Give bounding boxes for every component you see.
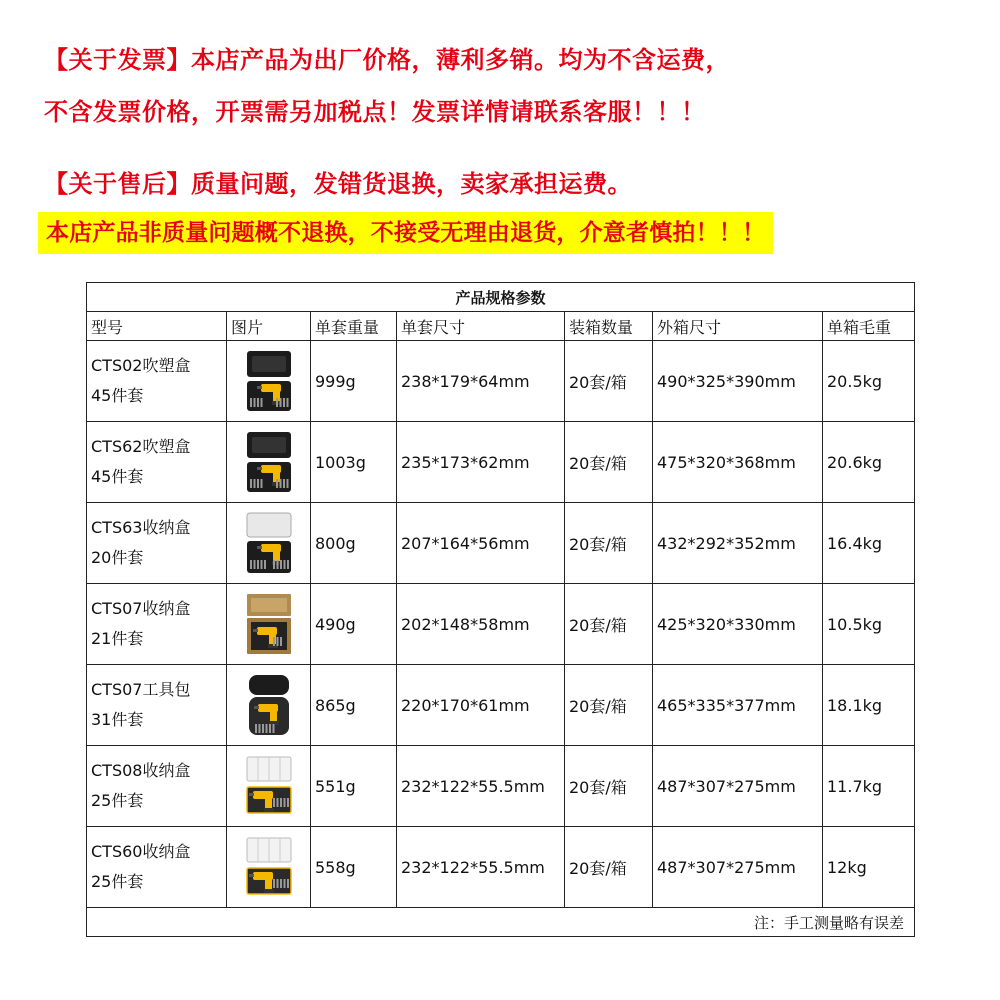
table-row [87,665,915,746]
unit-size-cell: 202*148*58mm [397,584,565,665]
product-image [243,857,295,876]
model-name: CTS02吹塑盒 [91,356,191,375]
unit-weight-cell: 1003g [311,422,397,503]
unit-weight-cell: 999g [311,341,397,422]
gross-weight-cell: 18.1kg [823,665,915,746]
model-cell [87,422,227,503]
product-image-cell [227,665,311,746]
product-image-cell [227,341,311,422]
measurement-note: 注：手工测量略有误差 [87,908,915,937]
carton-qty-cell: 20套/箱 [565,584,653,665]
column-header: 图片 [227,312,311,341]
gross-weight-cell: 11.7kg [823,746,915,827]
table-row [87,584,915,665]
table-row [87,503,915,584]
model-name: CTS60收纳盒 [91,842,191,861]
gross-weight-cell: 12kg [823,827,915,908]
model-name: CTS07工具包 [91,680,191,699]
model-cell [87,746,227,827]
carton-qty-cell: 20套/箱 [565,341,653,422]
after-sales-notice: 【关于售后】质量问题，发错货退换，卖家承担运费。 [44,170,632,198]
carton-qty-cell: 20套/箱 [565,503,653,584]
gross-weight-cell: 20.6kg [823,422,915,503]
table-title: 产品规格参数 [87,283,915,312]
product-image [243,371,295,390]
product-image [243,533,295,552]
model-name: CTS62吹塑盒 [91,437,191,456]
product-image-cell [227,746,311,827]
model-cell [87,341,227,422]
gross-weight-cell: 10.5kg [823,584,915,665]
model-piece-count: 25件套 [91,791,144,810]
model-cell [87,584,227,665]
unit-weight-cell: 865g [311,665,397,746]
product-image [243,776,295,795]
product-image-cell [227,584,311,665]
model-piece-count: 20件套 [91,548,144,567]
product-image-cell [227,503,311,584]
unit-size-cell: 235*173*62mm [397,422,565,503]
gross-weight-cell: 16.4kg [823,503,915,584]
carton-size-cell: 475*320*368mm [653,422,823,503]
table-row [87,422,915,503]
model-piece-count: 45件套 [91,467,144,486]
product-image [243,695,295,714]
unit-size-cell: 232*122*55.5mm [397,746,565,827]
column-header: 型号 [87,312,227,341]
product-image [243,614,295,633]
carton-qty-cell: 20套/箱 [565,746,653,827]
unit-size-cell: 232*122*55.5mm [397,827,565,908]
invoice-notice-line-2: 不含发票价格，开票需另加税点！发票详情请联系客服！！！ [44,98,706,126]
carton-size-cell: 487*307*275mm [653,827,823,908]
model-cell [87,665,227,746]
carton-qty-cell: 20套/箱 [565,827,653,908]
model-cell [87,827,227,908]
unit-size-cell: 238*179*64mm [397,341,565,422]
table-row [87,341,915,422]
column-header: 外箱尺寸 [653,312,823,341]
gross-weight-cell: 20.5kg [823,341,915,422]
model-name: CTS07收纳盒 [91,599,191,618]
column-header: 单套重量 [311,312,397,341]
table-row [87,746,915,827]
model-piece-count: 45件套 [91,386,144,405]
model-cell [87,503,227,584]
spec-table [86,282,915,937]
unit-size-cell: 220*170*61mm [397,665,565,746]
column-header: 装箱数量 [565,312,653,341]
carton-size-cell: 425*320*330mm [653,584,823,665]
carton-qty-cell: 20套/箱 [565,665,653,746]
carton-size-cell: 490*325*390mm [653,341,823,422]
invoice-notice-line-1: 【关于发票】本店产品为出厂价格，薄利多销。均为不含运费， [44,46,730,74]
unit-weight-cell: 490g [311,584,397,665]
no-return-warning: 本店产品非质量问题概不退换，不接受无理由退货，介意者慎拍！！！ [38,212,773,254]
model-piece-count: 25件套 [91,872,144,891]
unit-weight-cell: 558g [311,827,397,908]
carton-qty-cell: 20套/箱 [565,422,653,503]
carton-size-cell: 487*307*275mm [653,746,823,827]
carton-size-cell: 432*292*352mm [653,503,823,584]
unit-size-cell: 207*164*56mm [397,503,565,584]
unit-weight-cell: 551g [311,746,397,827]
model-name: CTS63收纳盒 [91,518,191,537]
product-image-cell [227,827,311,908]
model-name: CTS08收纳盒 [91,761,191,780]
carton-size-cell: 465*335*377mm [653,665,823,746]
table-row [87,827,915,908]
column-header: 单箱毛重 [823,312,915,341]
product-image-cell [227,422,311,503]
model-piece-count: 21件套 [91,629,144,648]
model-piece-count: 31件套 [91,710,144,729]
unit-weight-cell: 800g [311,503,397,584]
table-header-row [87,312,915,341]
column-header: 单套尺寸 [397,312,565,341]
product-image [243,452,295,471]
